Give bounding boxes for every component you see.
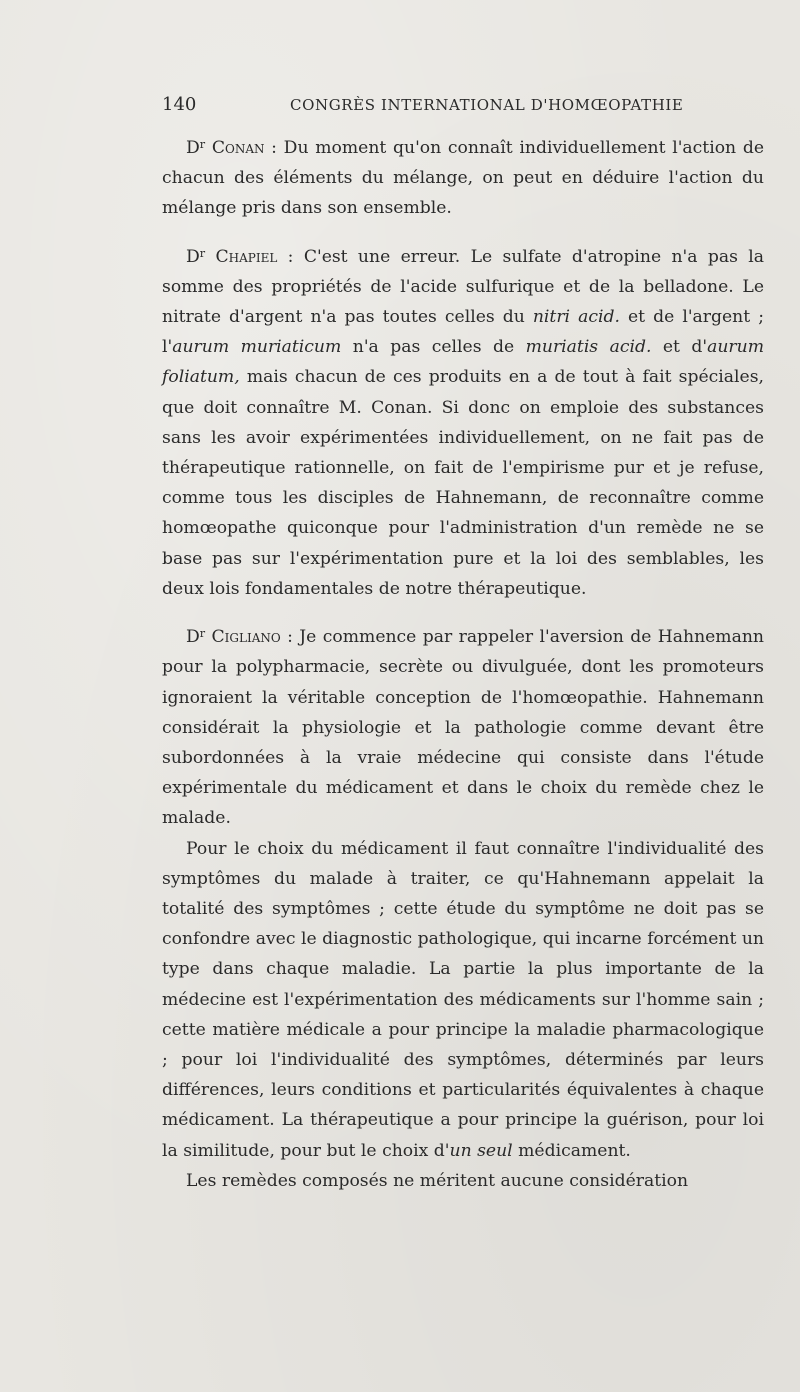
text-run: Pour le choix du médicament il faut connaître l'individualité des symptômes du malade à traiter, ce qu'Hahnemann appelait la totalité des symptômes ; cette étude du symptôme ne doit pas se confondre avec le diagnostic pathologique, qui incarne forcément un type dans chaque maladie. La partie la plus importante de la médecine est l'expérimentation des médicaments sur l'homme sain ; cette matière médicale a pour principe la maladie pharmacologique ; pour loi l'individualité des symptômes, déterminés par leurs différences, leurs conditions et particularités équivalentes à chaque médicament. La thérapeutique a pour principe la guérison, pour loi la similitude, pour but le choix d' [162, 838, 764, 1161]
paragraph-cigliano [162, 619, 764, 833]
text-run: et de l'argent ; l' [162, 307, 764, 358]
italic-term: un seul [449, 1140, 513, 1161]
title-base: D [186, 138, 200, 159]
italic-term: nitri acid. [532, 307, 620, 328]
running-title: CONGRÈS INTERNATIONAL D'HOMŒOPATHIE [290, 96, 684, 114]
speaker-name: Conan [211, 138, 265, 159]
italic-term: muriatis acid. [525, 337, 652, 358]
paragraph-text: Les remèdes composés ne méritent aucune considération [186, 1170, 689, 1191]
paragraph-conan [162, 130, 764, 224]
title-base: D [186, 627, 200, 648]
italic-term: aurum foliatum, [162, 337, 764, 388]
text-run: C'est une erreur. Le sulfate d'atropine n'a pas la somme des propriétés de l'acide sulfurique et de la belladone. Le nitrate d'argent n'a pas toutes celles du [162, 246, 765, 328]
text-run: médicament. [512, 1140, 631, 1161]
text-run: mais chacun de ces produits en a de tout à fait spéciales, que doit connaître M. Conan. Si donc on emploie des substances sans les avoir expérimentées individuellement, on ne fait pas de thérapeutique rationnelle, on fait de l'empirisme pur et je refuse, comme tous les disciples de Hahnemann, de reconnaître comme homœopathe quiconque pour l'administration d'un remède ne se base pas sur l'expérimentation pure et la loi des semblables, les deux lois fondamentales de notre thérapeutique. [162, 367, 764, 599]
italic-term: aurum muriaticum [172, 337, 342, 358]
speaker-title [186, 138, 205, 158]
speaker-separator: : [280, 627, 300, 648]
title-sup: r [199, 627, 206, 641]
title-sup: r [199, 246, 206, 260]
paragraph-text: Je commence par rappeler l'aversion de Hahnemann pour la polypharmacie, secrète ou divulguée, dont les promoteurs ignoraient la véritable conception de l'homœopathie. Hahnemann considérait la physiologie et la pathologie comme devant être subordonnées à la vraie médecine qui consiste dans l'étude expérimentale du médicament et dans le choix du remède chez le malade. [162, 627, 764, 829]
title-sup: r [199, 138, 206, 151]
paragraph-text: Du moment qu'on connaît individuellement l'action de chacun des éléments du mélange, on peut en déduire l'action du mélange pris dans son ensemble. [162, 138, 764, 219]
running-header [162, 94, 782, 120]
paragraph-remedies [162, 1166, 764, 1196]
speaker-name: Cigliano [211, 627, 281, 648]
speaker-title [186, 247, 205, 267]
paragraph-chapiel [162, 239, 764, 604]
speaker-separator: : [264, 138, 284, 159]
paragraph-symptoms [162, 834, 764, 1166]
speaker-title [186, 627, 205, 647]
body-text [162, 130, 764, 1196]
page-number: 140 [162, 94, 197, 115]
text-run: n'a pas celles de [341, 337, 526, 358]
title-base: D [186, 246, 200, 267]
text-run: et d' [651, 337, 708, 358]
speaker-separator: : [277, 246, 304, 267]
speaker-name: Chapiel [215, 246, 278, 267]
